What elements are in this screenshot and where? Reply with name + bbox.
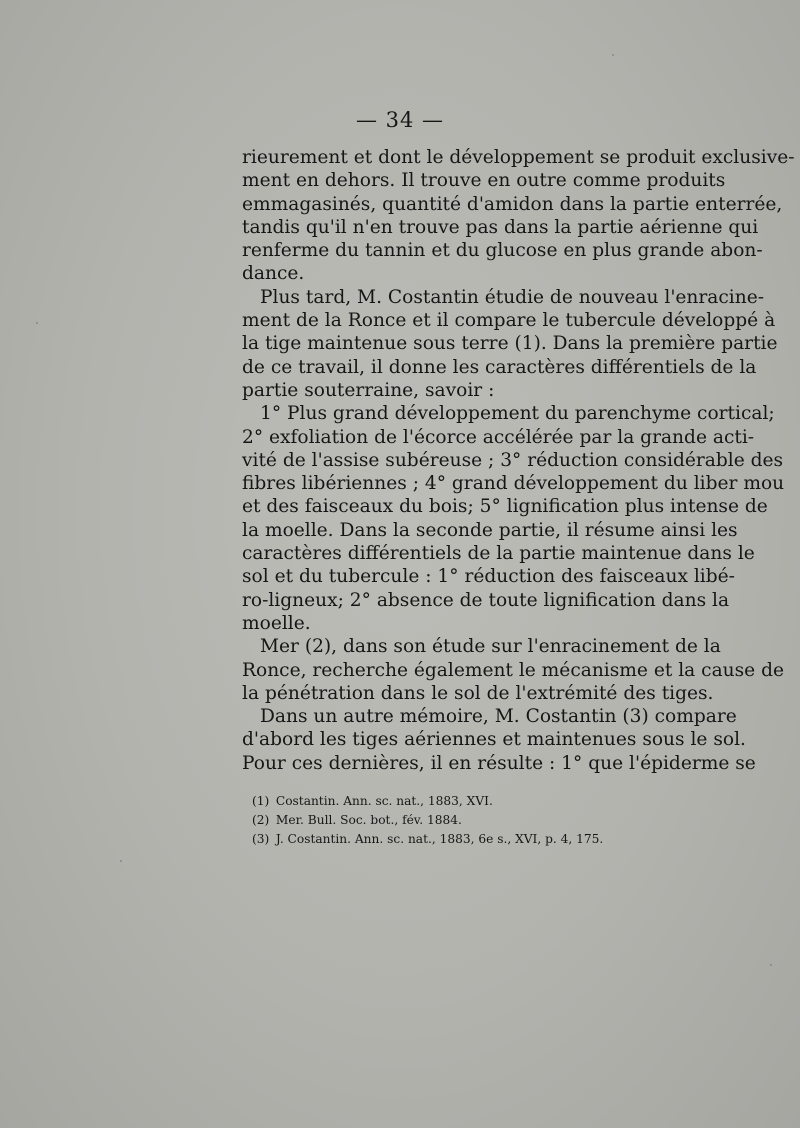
text-line: de ce travail, il donne les caractères différentiels de la (242, 356, 757, 378)
text-line: et des faisceaux du bois; 5° lignification plus intense de (242, 496, 768, 518)
text-line: renferme du tannin et du glucose en plus grande abon- (242, 240, 763, 262)
paper-speck (120, 860, 122, 862)
italic-term: Ronce, recherche également le mécanisme et la cause de (242, 659, 784, 681)
text-line: Mer (2), dans son étude sur l'enracinement de la (260, 636, 721, 658)
paper-speck (36, 322, 38, 324)
footnotes (252, 792, 712, 849)
text-line: partie souterraine, savoir : (242, 379, 495, 401)
text-line: tandis qu'il n'en trouve pas dans la partie aérienne qui (242, 216, 759, 238)
footnote-number: (3) (252, 832, 270, 846)
paragraph (242, 705, 756, 775)
footnote-number: (1) (252, 794, 270, 808)
text-line: fibres libériennes ; 4° grand développement du liber mou (242, 473, 785, 495)
text-line: 2° exfoliation de l'écorce accélérée par la grande acti- (242, 426, 755, 448)
footnote (252, 830, 712, 849)
text-line: moelle. (242, 612, 311, 634)
page-number: — 34 — (355, 108, 445, 132)
text-line: ment de la Ronce et il compare le tubercule développé à (242, 310, 776, 332)
footnote-text: Mer. Bull. Soc. bot., fév. 1884. (275, 813, 462, 827)
text-line: emmagasinés, quantité d'amidon dans la partie enterrée, (242, 193, 783, 215)
paper-speck (770, 964, 772, 966)
body-text (242, 146, 795, 775)
text-line: 1° Plus grand développement du parenchyme cortical; (260, 403, 775, 425)
text-line: sol et du tubercule : 1° réduction des faisceaux libé- (242, 566, 735, 588)
paragraph (242, 146, 795, 286)
text-line: Plus tard, M. Costantin étudie de nouveau l'enracine- (260, 286, 765, 308)
paragraph (242, 286, 778, 402)
footnote (252, 792, 712, 811)
text-line: ro-ligneux; 2° absence de toute lignification dans la (242, 589, 730, 611)
text-line: Pour ces dernières, il en résulte : 1° que l'épiderme se (242, 752, 756, 774)
text-line: ment en dehors. Il trouve en outre comme produits (242, 170, 726, 192)
paragraph (242, 635, 784, 705)
text-line: Dans un autre mémoire, M. Costantin (3) compare (260, 706, 737, 728)
text-line: caractères différentiels de la partie maintenue dans le (242, 543, 755, 565)
paper-speck (612, 54, 614, 56)
text-line: vité de l'assise subéreuse ; 3° réduction considérable des (242, 449, 784, 471)
footnote-number: (2) (252, 813, 270, 827)
text-line (242, 659, 784, 682)
text-line: la moelle. Dans la seconde partie, il résume ainsi les (242, 519, 738, 541)
text-line: rieurement et dont le développement se produit exclusive- (242, 147, 795, 168)
text-line: la pénétration dans le sol de l'extrémité des tiges. (242, 682, 714, 704)
footnote-text: J. Costantin. Ann. sc. nat., 1883, 6e s., XVI, p. 4, 175. (275, 832, 604, 846)
text-line: dance. (242, 263, 305, 285)
text-line: la tige maintenue sous terre (1). Dans la première partie (242, 333, 778, 355)
text-line: d'abord les tiges aériennes et maintenues sous le sol. (242, 729, 746, 751)
footnote-text: Costantin. Ann. sc. nat., 1883, XVI. (275, 794, 493, 808)
paragraph (242, 402, 785, 635)
footnote (252, 811, 712, 830)
